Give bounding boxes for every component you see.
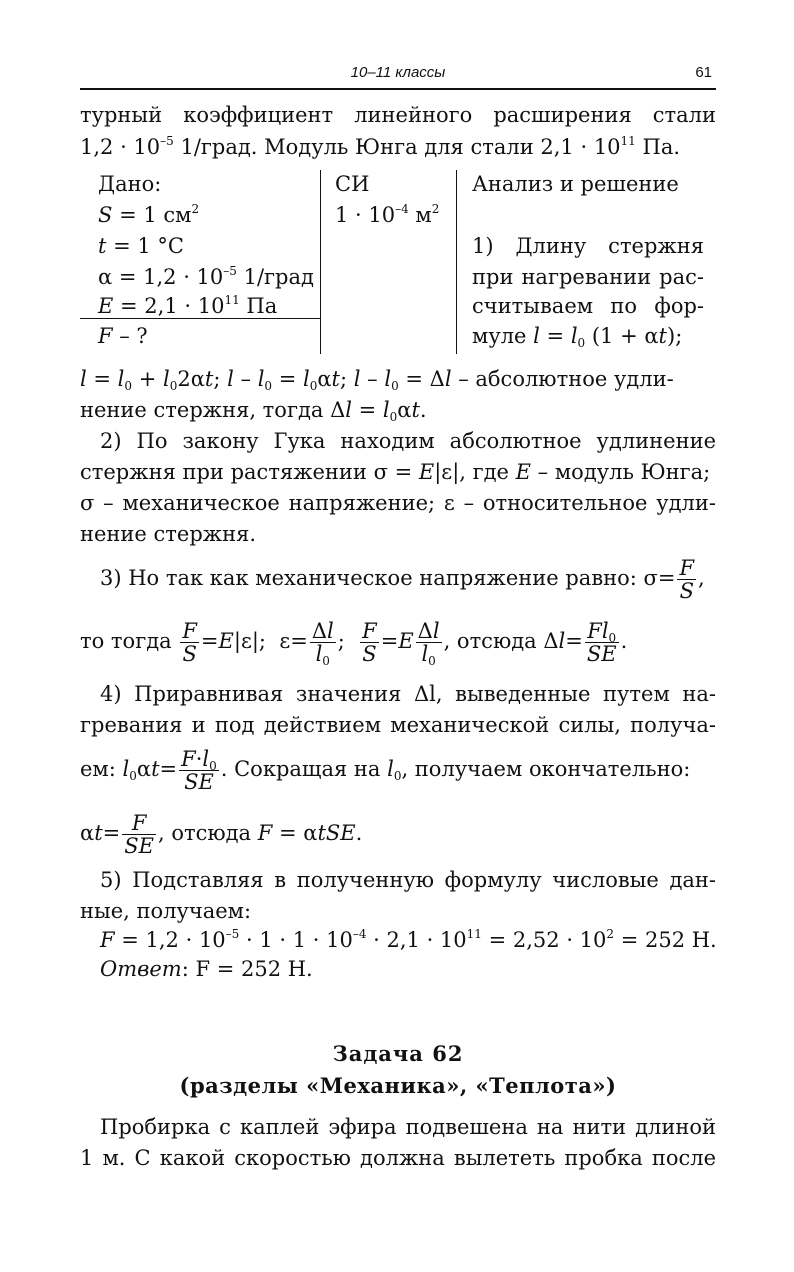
task-subtitle: (разделы «Механика», «Теплота») (179, 1073, 617, 1098)
si-area: $1 \cdot 10^{-4}$ $м^2$ (335, 202, 440, 227)
p2-line-4: нение стержня. (80, 522, 257, 546)
intro-line-1: турный коэффициент линейного расширения стали (80, 103, 716, 127)
answer-line: Ответ: F = 252 Н. (100, 957, 313, 981)
p4-line-2: гревания и под действием механической силы, получа- (80, 713, 716, 737)
p1-line-2: нение стержня, тогда $\Delta l = l_0\alpha t$. (80, 398, 427, 424)
task-title: Задача 62 (332, 1041, 464, 1066)
solution-header: Анализ и решение (472, 172, 679, 196)
given-temperature: t = 1 °С (98, 234, 185, 258)
given-young-modulus: $E = 2,1 \cdot 10^{11}$ Па (98, 293, 278, 318)
p2-line-2: стержня при растяжении σ = E|ε|, где E – модуль Юнга; (80, 460, 711, 484)
intro-line-2: $1,2 \cdot 10^{-5}$ 1/град. Модуль Юнга для стали $2,1 \cdot 10^{11}$ Па. (80, 134, 681, 159)
task-line-1: Пробирка с каплей эфира подвешена на нити длиной (100, 1115, 716, 1139)
solution-line-2: при нагревании рас- (472, 265, 704, 289)
p4-line-1: 4) Приравнивая значения Δl, выведенные путем на- (100, 682, 716, 706)
fraction-f-over-s: $\frac{F}{S}$ (679, 556, 695, 603)
p1-line-1: $l = l_0 + l_02\alpha t$; $l - l_0 = l_0\alpha t$; $l - l_0 = \Delta l$ – абсолютное удли- (80, 367, 674, 393)
p2-line-1: 2) По закону Гука находим абсолютное удлинение (100, 429, 716, 453)
given-find: F – ? (98, 324, 148, 348)
header-title: 10–11 классы (350, 64, 446, 81)
solution-line-1: 1) Длину стержня (472, 234, 704, 258)
given-header: Дано: (98, 172, 162, 196)
page-number: 61 (695, 64, 712, 81)
given-area: S = 1 $см^2$ (98, 202, 200, 227)
task-line-2: 1 м. С какой скоростью должна вылететь пробка после (80, 1146, 716, 1170)
p5-line-2: ные, получаем: (80, 899, 252, 923)
solution-line-4: муле $l = l_0$ (1 + αt); (472, 324, 683, 350)
running-header (80, 60, 716, 90)
p5-line-1: 5) Подставляя в полученную формулу числовые дан- (100, 868, 716, 892)
p2-line-3: σ – механическое напряжение; ε – относительное удли- (80, 491, 716, 515)
table-divider-2 (456, 170, 457, 354)
solution-line-3: считываем по фор- (472, 294, 704, 318)
si-header: СИ (335, 172, 370, 196)
given-table (80, 170, 716, 354)
p4-line-4: αt= $\frac{F}{SE}$ , отсюда F = αtSE. (80, 811, 363, 858)
p3-line-1: 3) Но так как механическое напряжение равно: σ= $\frac{F}{S}$ , (100, 556, 705, 603)
table-divider-1 (320, 170, 321, 354)
calculation-line: $F = 1,2 \cdot 10^{-5} \cdot 1 \cdot 1 \cdot 10^{-4} \cdot 2,1 \cdot 10^{11} = 2,52 \cdot 10^2 = 252$ Н. (100, 927, 717, 952)
p3-line-2: то тогда $\frac{F}{S}$ =E|ε|; ε= $\frac{\Delta l}{l_0}$ ; $\frac{F}{S}$ =E $\frac{\Delta l}{l_0}$ , отсюда Δl= $\frac{Fl_0}{SE}$ . (80, 619, 628, 668)
given-alpha: $\alpha = 1,2 \cdot 10^{-5}$ 1/град (98, 264, 314, 289)
p4-line-3: ем: $l_0\alpha t=$ $\frac{F\cdot l_0}{SE}$ . Сокращая на $l_0$, получаем окончательно: (80, 747, 691, 794)
